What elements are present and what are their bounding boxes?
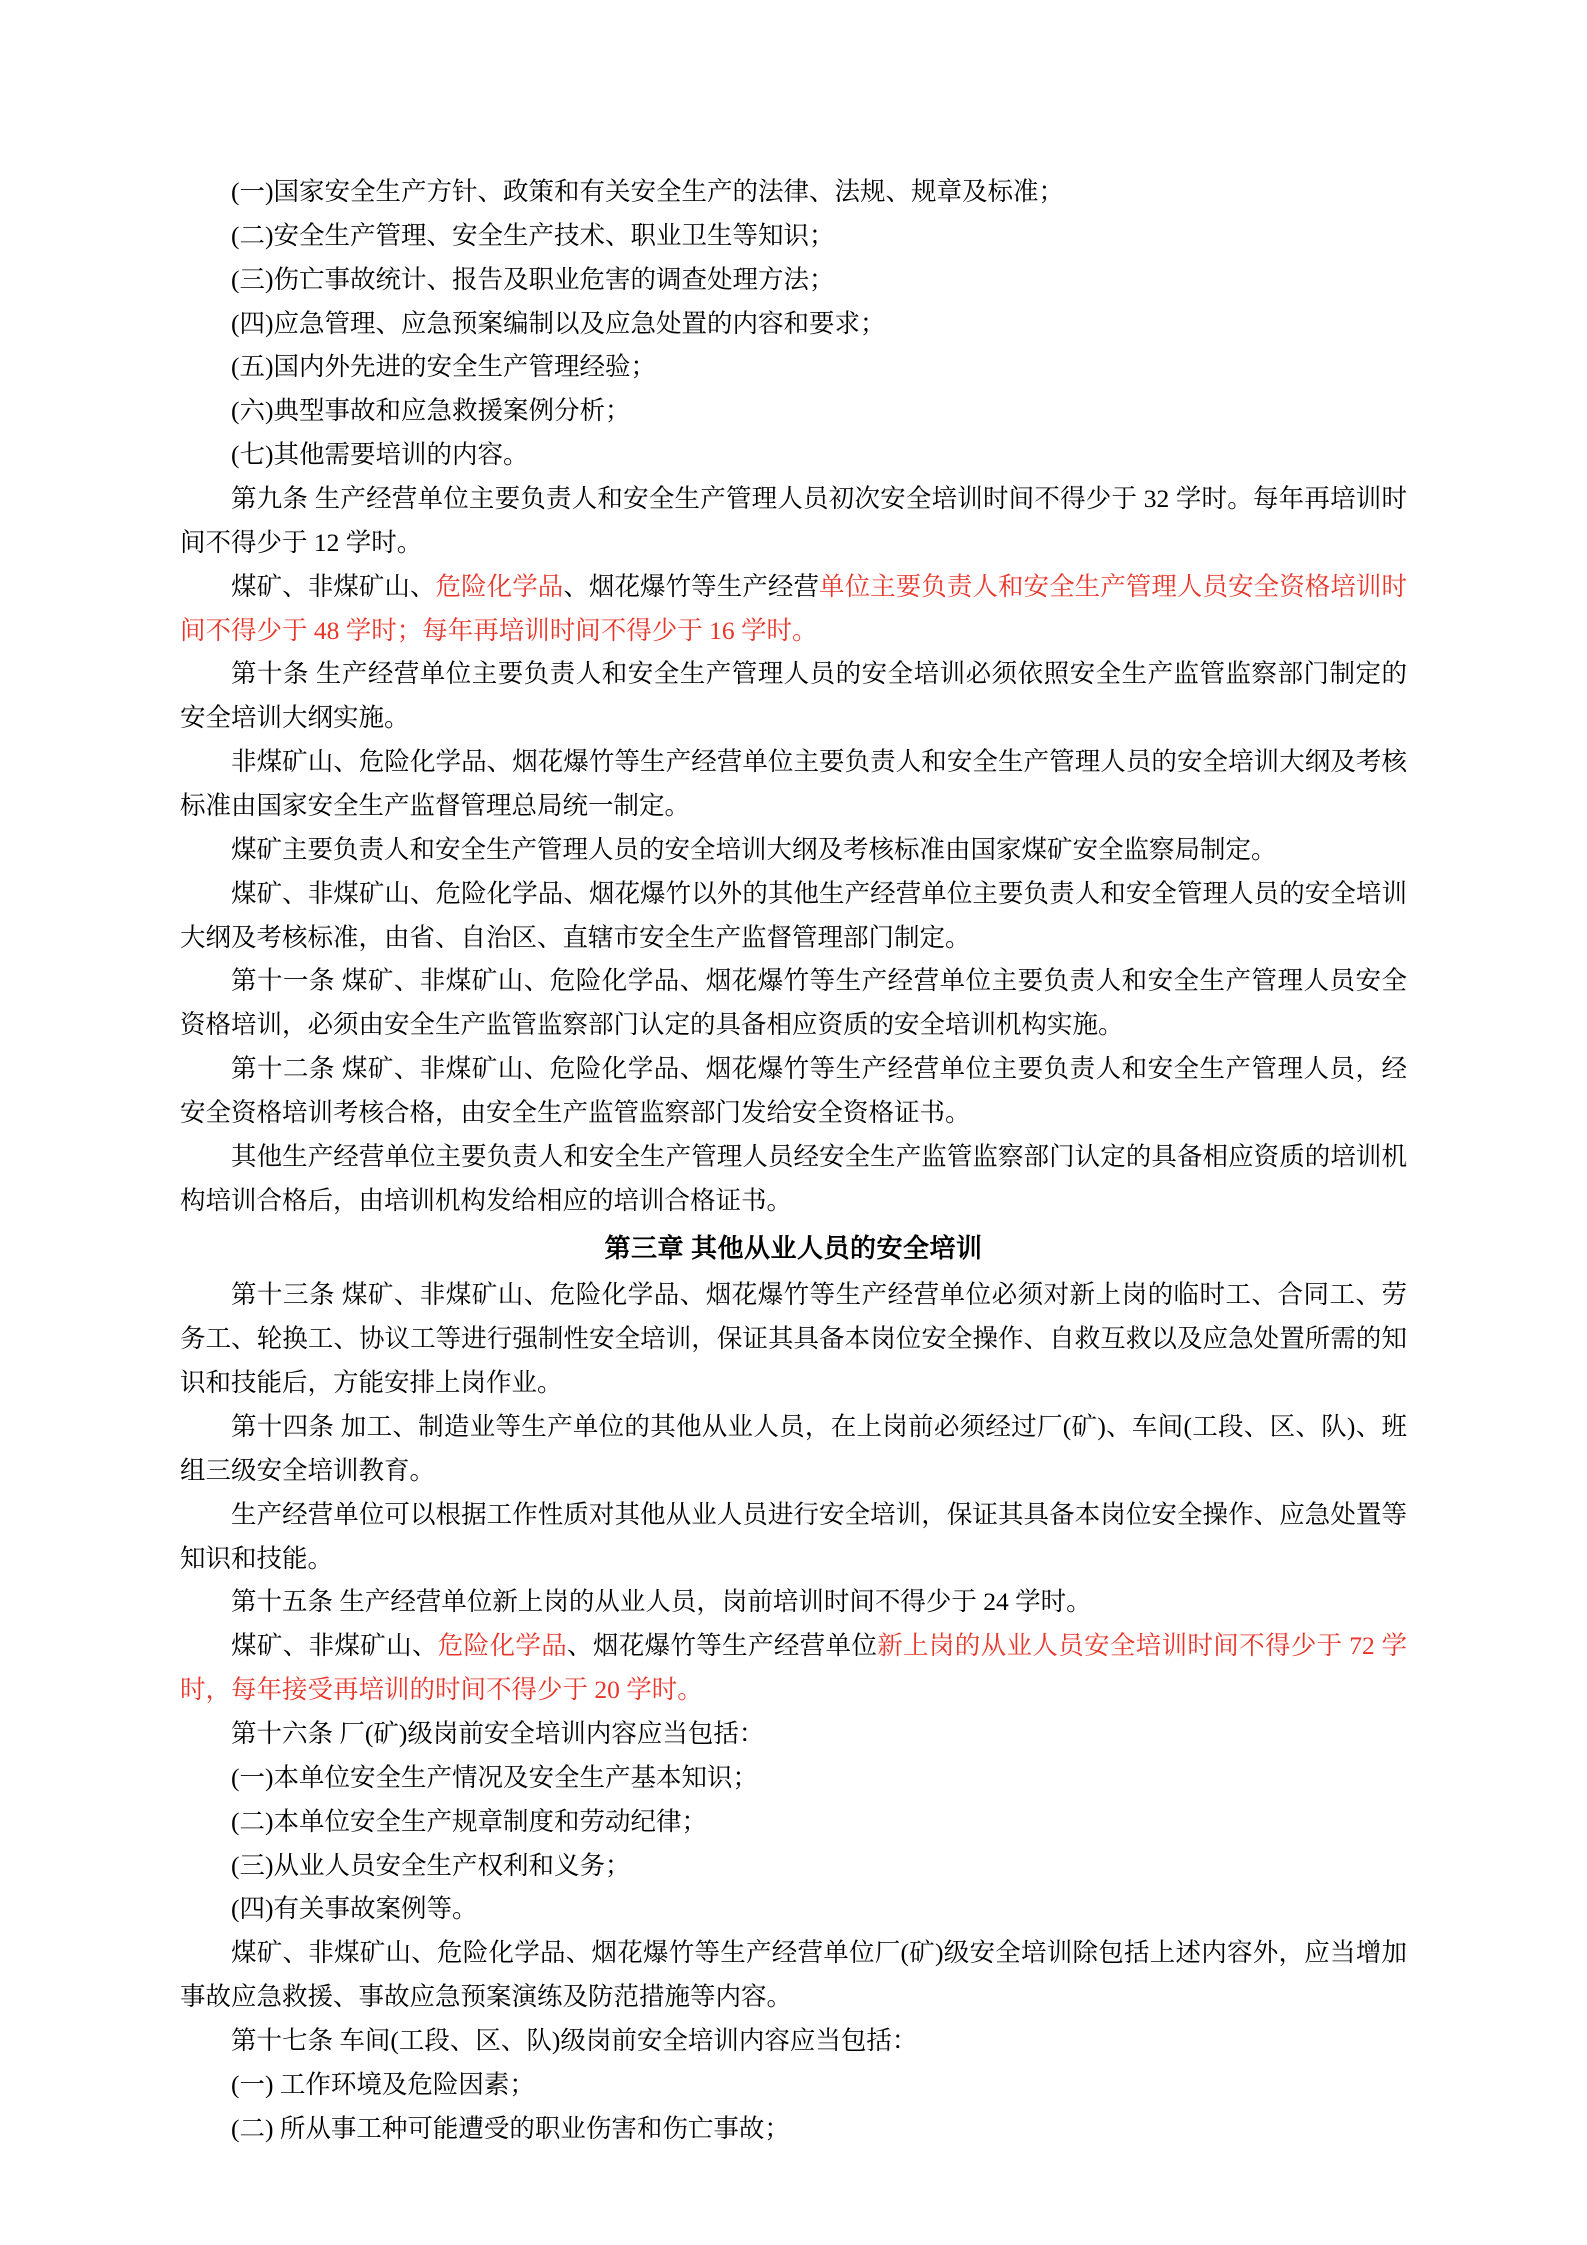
paragraph — [180, 170, 1407, 214]
body-text: (二) 所从事工种可能遭受的职业伤害和伤亡事故； — [231, 2113, 790, 2143]
body-text: 第十六条 厂(矿)级岗前安全培训内容应当包括： — [231, 1718, 765, 1748]
paragraph — [180, 872, 1407, 960]
body-text: 第十条 生产经营单位主要负责人和安全生产管理人员的安全培训必须依照安全生产监管监察部门制定的安全培训大纲实施。 — [180, 659, 1407, 733]
body-text: 第十四条 加工、制造业等生产单位的其他从业人员，在上岗前必须经过厂(矿)、车间(工段、区、队)、班组三级安全培训教育。 — [180, 1411, 1407, 1485]
paragraph — [180, 2107, 1407, 2151]
paragraph — [180, 1800, 1407, 1844]
paragraph — [180, 258, 1407, 302]
body-text: 煤矿、非煤矿山、 — [231, 1631, 438, 1661]
body-text: 、烟花爆竹等生产经营 — [563, 571, 820, 601]
paragraph — [180, 828, 1407, 872]
paragraph — [180, 1047, 1407, 1135]
body-text: (二)本单位安全生产规章制度和劳动纪律； — [231, 1806, 707, 1836]
body-text: 煤矿、非煤矿山、危险化学品、烟花爆竹以外的其他生产经营单位主要负责人和安全管理人员的安全培训大纲及考核标准，由省、自治区、直辖市安全生产监督管理部门制定。 — [180, 878, 1407, 952]
paragraph — [180, 1273, 1407, 1405]
paragraph — [180, 345, 1407, 389]
paragraph — [180, 477, 1407, 565]
paragraph — [180, 959, 1407, 1047]
paragraph — [180, 1493, 1407, 1581]
body-text: 第九条 生产经营单位主要负责人和安全生产管理人员初次安全培训时间不得少于 32 学时。每年再培训时间不得少于 12 学时。 — [180, 484, 1407, 557]
body-text: (三)从业人员安全生产权利和义务； — [231, 1850, 631, 1880]
document-body — [180, 170, 1407, 2151]
body-text: 第十二条 煤矿、非煤矿山、危险化学品、烟花爆竹等生产经营单位主要负责人和安全生产管理人员，经安全资格培训考核合格，由安全生产监管监察部门发给安全资格证书。 — [180, 1054, 1407, 1128]
body-text: (二)安全生产管理、安全生产技术、职业卫生等知识； — [231, 220, 835, 250]
body-text: (三)伤亡事故统计、报告及职业危害的调查处理方法； — [231, 264, 835, 294]
body-text: (六)典型事故和应急救援案例分析； — [231, 396, 631, 426]
highlighted-text: 新上岗的从业人员安全培训时间不得少于 72 学时，每年接受再培训的时间不得少于 20 学时。 — [180, 1631, 1407, 1705]
body-text: 第十三条 煤矿、非煤矿山、危险化学品、烟花爆竹等生产经营单位必须对新上岗的临时工、合同工、劳务工、轮换工、协议工等进行强制性安全培训，保证其具备本岗位安全操作、自救互救以及应急处置所需的知识和技能后，方能安排上岗作业。 — [180, 1280, 1407, 1398]
paragraph — [180, 1756, 1407, 1800]
body-text: (四)有关事故案例等。 — [231, 1894, 478, 1924]
paragraph — [180, 433, 1407, 477]
highlighted-text: 单位主要负责人和安全生产管理人员安全资格培训时间不得少于 48 学时；每年再培训时间不得少于 16 学时。 — [180, 571, 1407, 645]
paragraph — [180, 1580, 1407, 1624]
paragraph — [180, 1135, 1407, 1223]
body-text: (一) 工作环境及危险因素； — [231, 2069, 535, 2099]
chapter-heading: 第三章 其他从业人员的安全培训 — [604, 1233, 983, 1263]
body-text: 第十五条 生产经营单位新上岗的从业人员，岗前培训时间不得少于 24 学时。 — [231, 1587, 1092, 1617]
paragraph — [180, 389, 1407, 433]
highlighted-text: 危险化学品 — [437, 1631, 568, 1661]
body-text: 煤矿、非煤矿山、危险化学品、烟花爆竹等生产经营单位厂(矿)级安全培训除包括上述内容外，应当增加事故应急救援、事故应急预案演练及防范措施等内容。 — [180, 1938, 1407, 2012]
body-text: (七)其他需要培训的内容。 — [231, 440, 529, 470]
paragraph — [180, 740, 1407, 828]
body-text: 其他生产经营单位主要负责人和安全生产管理人员经安全生产监管监察部门认定的具备相应资质的培训机构培训合格后，由培训机构发给相应的培训合格证书。 — [180, 1141, 1407, 1215]
paragraph — [180, 214, 1407, 258]
body-text: 煤矿、非煤矿山、 — [231, 571, 436, 601]
body-text: 生产经营单位可以根据工作性质对其他从业人员进行安全培训，保证其具备本岗位安全操作、应急处置等知识和技能。 — [180, 1499, 1407, 1573]
paragraph — [180, 1887, 1407, 1931]
body-text: (一)国家安全生产方针、政策和有关安全生产的法律、法规、规章及标准； — [231, 177, 1064, 206]
paragraph — [180, 1405, 1407, 1493]
paragraph — [180, 1712, 1407, 1756]
paragraph — [180, 2019, 1407, 2063]
body-text: (五)国内外先进的安全生产管理经验； — [231, 352, 656, 382]
body-text: (一)本单位安全生产情况及安全生产基本知识； — [231, 1762, 758, 1792]
paragraph — [180, 652, 1407, 740]
paragraph — [180, 1931, 1407, 2019]
paragraph — [180, 2063, 1407, 2107]
paragraph — [180, 1844, 1407, 1888]
body-text: 第十七条 车间(工段、区、队)级岗前安全培训内容应当包括： — [231, 2025, 918, 2055]
body-text: 煤矿主要负责人和安全生产管理人员的安全培训大纲及考核标准由国家煤矿安全监察局制定。 — [231, 834, 1277, 864]
body-text: 第十一条 煤矿、非煤矿山、危险化学品、烟花爆竹等生产经营单位主要负责人和安全生产管理人员安全资格培训，必须由安全生产监管监察部门认定的具备相应资质的安全培训机构实施。 — [180, 966, 1407, 1040]
highlighted-text: 危险化学品 — [435, 571, 564, 601]
paragraph — [180, 565, 1407, 653]
paragraph — [180, 1624, 1407, 1712]
body-text: 、烟花爆竹等生产经营单位 — [567, 1631, 878, 1661]
body-text: (四)应急管理、应急预案编制以及应急处置的内容和要求； — [231, 308, 886, 338]
body-text: 非煤矿山、危险化学品、烟花爆竹等生产经营单位主要负责人和安全生产管理人员的安全培训大纲及考核标准由国家安全生产监督管理总局统一制定。 — [180, 747, 1407, 821]
paragraph — [180, 302, 1407, 346]
